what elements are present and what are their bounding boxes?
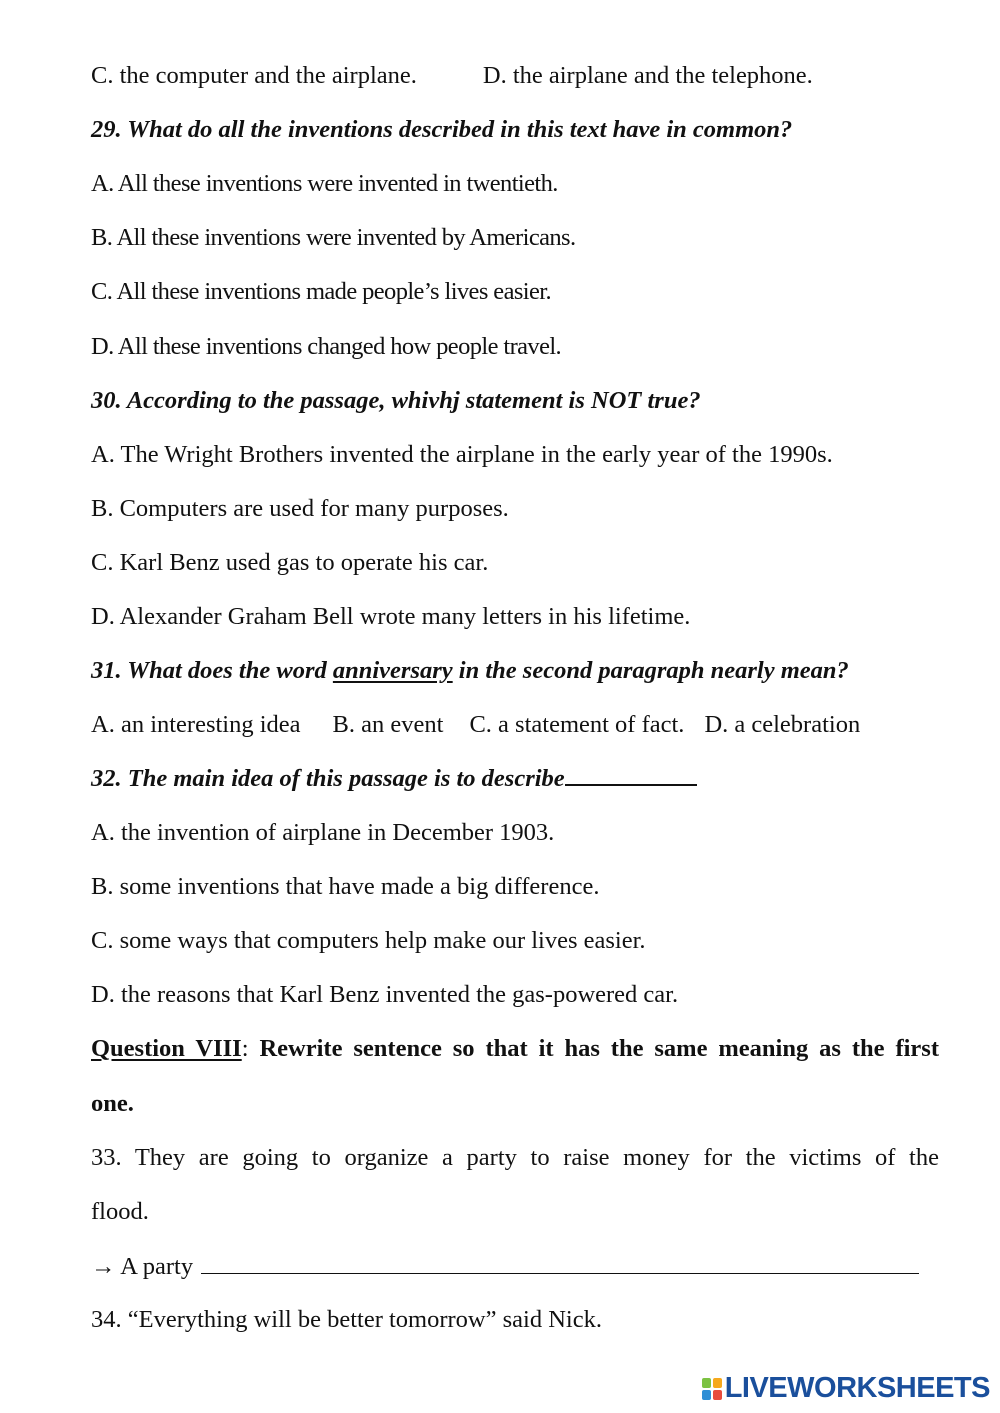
- q28-option-d: D. the airplane and the telephone.: [482, 62, 813, 89]
- q28-options-row: [91, 61, 813, 91]
- q30-option-c: C. Karl Benz used gas to operate his car.: [91, 549, 489, 576]
- section-viii-instruction: Rewrite sentence so that it has the same meaning as the first: [259, 1035, 939, 1062]
- section-viii-instruction-end: one.: [91, 1090, 134, 1117]
- liveworksheets-logo: [702, 1372, 990, 1405]
- q32-option-d: D. the reasons that Karl Benz invented the gas-powered car.: [91, 981, 679, 1008]
- q29-option-d: D. All these inventions changed how people travel.: [91, 333, 562, 360]
- q31-question: [91, 656, 849, 686]
- q31-option-a: A. an interesting idea: [91, 711, 301, 738]
- section-viii-heading: [91, 1034, 939, 1064]
- q28-option-c: C. the computer and the airplane.: [91, 62, 417, 89]
- q30-option-d: D. Alexander Graham Bell wrote many letters in his lifetime.: [91, 603, 691, 630]
- section-viii-title: Question VIII: [91, 1035, 242, 1062]
- q33-rewrite-row: [91, 1251, 919, 1282]
- q31-option-b: B. an event: [332, 711, 444, 738]
- q32-option-b: B. some inventions that have made a big difference.: [91, 873, 600, 900]
- q31-option-d: D. a celebration: [704, 711, 861, 738]
- q31-option-c: C. a statement of fact.: [469, 711, 685, 738]
- q33-rewrite-prompt: A party: [115, 1253, 194, 1280]
- q34-sentence: 34. “Everything will be better tomorrow” said Nick.: [91, 1306, 602, 1333]
- q30-option-b: B. Computers are used for many purposes.: [91, 495, 509, 522]
- q31-question-start: 31. What does the word: [91, 657, 333, 684]
- liveworksheets-logo-icon: [702, 1378, 722, 1400]
- q31-underlined-word: anniversary: [332, 657, 453, 684]
- q31-question-end: in the second paragraph nearly mean?: [452, 657, 849, 684]
- q29-option-a: A. All these inventions were invented in twentieth.: [91, 170, 558, 197]
- q32-option-c: C. some ways that computers help make our lives easier.: [91, 927, 646, 954]
- q30-option-a: A. The Wright Brothers invented the airplane in the early year of the 1990s.: [91, 441, 833, 468]
- q33-sentence-line1: 33. They are going to organize a party to raise money for the victims of the: [91, 1144, 939, 1171]
- q30-question: 30. According to the passage, whivhj statement is NOT true?: [91, 387, 701, 414]
- q32-option-a: A. the invention of airplane in December 1903.: [91, 819, 555, 846]
- liveworksheets-logo-text: LIVEWORKSHEETS: [724, 1372, 990, 1404]
- q32-question: [91, 764, 697, 794]
- q29-question: 29. What do all the inventions described in this text have in common?: [91, 116, 793, 143]
- q32-question-text: 32. The main idea of this passage is to describe: [91, 765, 565, 792]
- q33-sentence-line2: flood.: [91, 1198, 149, 1225]
- section-viii-colon: :: [241, 1035, 249, 1062]
- right-arrow-icon: →: [91, 1253, 116, 1280]
- q29-option-b: B. All these inventions were invented by Americans.: [91, 224, 576, 251]
- q29-option-c: C. All these inventions made people’s lives easier.: [91, 278, 551, 305]
- q33-answer-blank[interactable]: [201, 1251, 919, 1274]
- q32-answer-blank[interactable]: [565, 764, 697, 786]
- q31-options-row: [91, 710, 860, 740]
